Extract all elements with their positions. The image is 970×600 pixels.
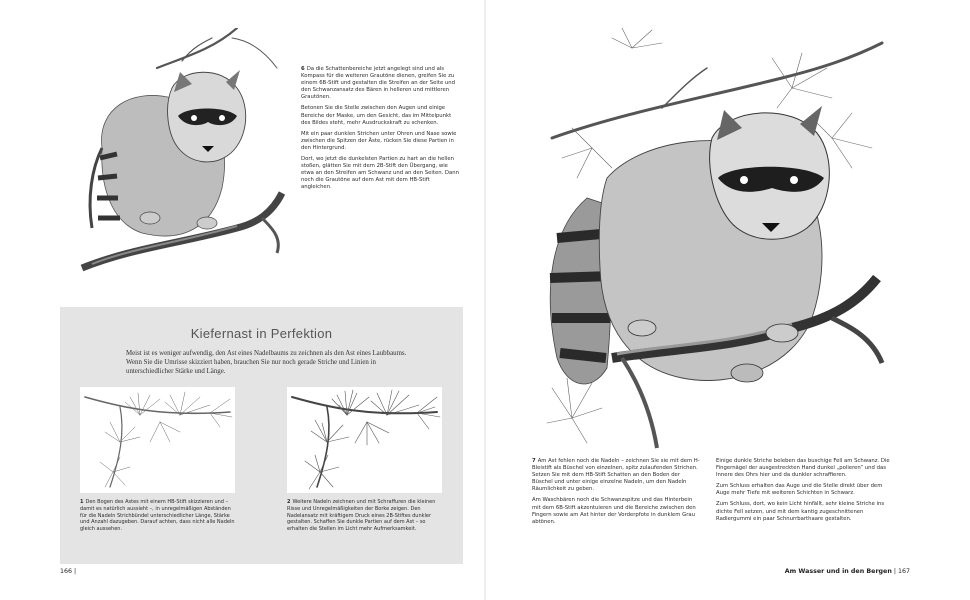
step-6-text: [301, 66, 459, 196]
right-page-number: | 167: [893, 568, 910, 575]
pine-branch-sketch-step1: [80, 387, 235, 493]
step-7-paragraph-5: Zum Schluss, dort, wo kein Licht hinfällt, sehr kleine Striche ins dichte Fell setzen, und mit dem kantig zugeschnittenen Radiergummi ein paar Schnurrbarthaare gestalten.: [716, 501, 885, 522]
step-6-paragraph-4: Dort, wo jetzt die dunkelsten Partien zu hart an die hellen stoßen, glätten Sie mit dem 2B-Stift den Übergang, wie etwa an den Streifen am Schwanz und an den Seiten. Dann noch die Grautöne auf dem Ast mit dem HB-Stift angleichen.: [301, 156, 459, 191]
step-7-paragraph-3: Einige dunkle Striche beleben das buschige Fell am Schwanz. Die Fingernägel der ausgestreckten Hand dunkel „polieren“ und das Innere des Ohrs hier und da dunkler schraffieren.: [716, 458, 890, 479]
raccoon-sketch-small: [62, 28, 287, 278]
caption-2-number: 2: [287, 499, 291, 505]
box-title: Kiefernast in Perfektion: [190, 326, 333, 341]
step-1-caption: 1 Den Bogen des Astes mit einem HB-Stift skizzieren und – damit es natürlich aussieht –, in unregelmäßigen Abständen für die Nadeln Strichbündel unterschiedlicher Länge, Stärke und Anzahl dazugeben. Darauf achten, dass nicht alle Nadeln gleich aussehen.: [80, 499, 235, 533]
spine-fold: [484, 0, 486, 600]
step-7-number: 7: [532, 458, 536, 464]
step-7-text-column-2: [716, 458, 894, 527]
left-page-folio: 166 |: [60, 568, 77, 575]
step-7-paragraph-1: 7 Am Ast fehlen noch die Nadeln – zeichnen Sie sie mit dem H-Bleistift als Büschel von einzelnen, spitz zulaufenden Strichen. Setzen Sie mit dem HB-Stift Schatten an den Boden der Büschel und unter einige einzelne Nadeln, um den Nadeln Räumlichkeit zu geben.: [532, 458, 700, 493]
raccoon-sketch-large: [532, 28, 887, 453]
step-6-paragraph-1: 6 Da die Schattenbereiche jetzt angelegt sind und als Kompass für die weiteren Grautöne dienen, greifen Sie zu einem 6B-Stift und gestalten die Streifen an der Seite und den Schwanzansatz des Bären in helleren und mittleren Grautönen.: [301, 66, 455, 101]
step-7-paragraph-2: Am Waschbären noch die Schwanzspitze und das Hinterbein mit dem 6B-Stift akzentuieren und die Bereiche zwischen den Fingern sowie am Ast hinter der Vorderpfote in dunklem Grau abtönen.: [532, 497, 696, 525]
step-7-text-column-1: [532, 458, 702, 530]
step-7-paragraph-4: Zum Schluss erhalten das Auge und die Stelle direkt über dem Auge mehr Tiefe mit weiteren Schichten in Schwarz.: [716, 483, 883, 497]
pine-branch-info-box: [60, 307, 463, 564]
caption-1-number: 1: [80, 499, 84, 505]
step-6-paragraph-3: Mit ein paar dunklen Strichen unter Ohren und Nase sowie zwischen die Spitzen der Äste, rücken Sie diese Partien in den Hintergrund.: [301, 130, 457, 151]
box-intro: Meist ist es weniger aufwendig, den Ast eines Nadelbaums zu zeichnen als den Ast eines Laubbaums. Wenn Sie die Umrisse skizziert haben, brauchen Sie nur noch gerade Striche und Linien in unterschiedlicher Stärke und Länge.: [126, 350, 407, 375]
right-page-folio: [785, 568, 910, 575]
chapter-title: Am Wasser und in den Bergen: [784, 568, 892, 575]
step-2-caption: 2 Weitere Nadeln zeichnen und mit Schraffuren die kleinen Risse und Unregelmäßigkeiten der Borke zeigen. Den Nadelansatz mit kräftigem Druck eines 2B-Stiftes dunkler gestalten. Schaffen Sie dunkle Partien auf dem Ast – so erhalten die Stellen im Licht mehr Aufmerksamkeit.: [287, 499, 436, 533]
step-6-number: 6: [301, 66, 305, 72]
step-6-paragraph-2: Betonen Sie die Stelle zwischen den Augen und einige Bereiche der Maske, um den Gesicht, das im Mittelpunkt des Bildes steht, mehr Ausdruckskraft zu schenken.: [301, 105, 452, 126]
pine-branch-sketch-step2: [287, 387, 442, 493]
